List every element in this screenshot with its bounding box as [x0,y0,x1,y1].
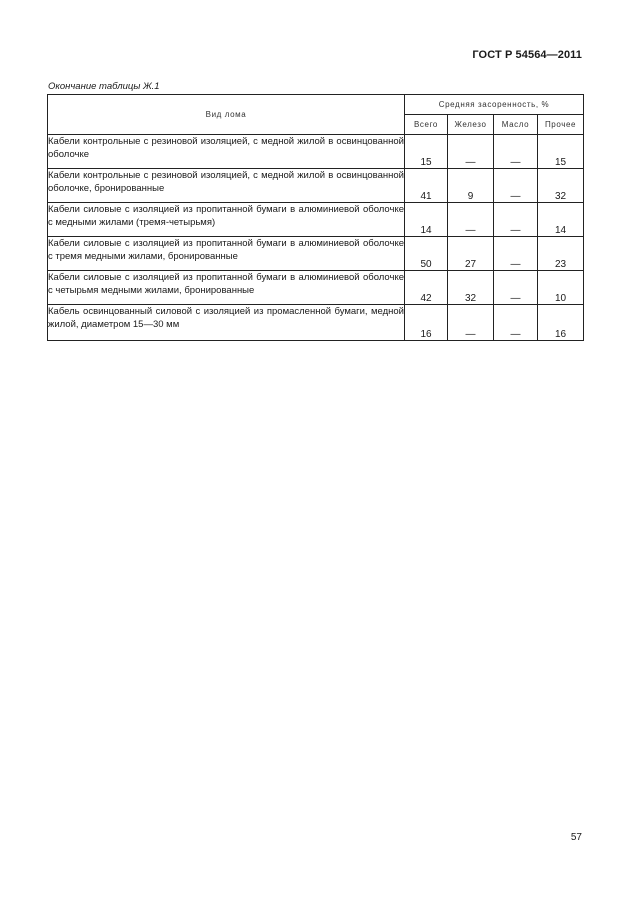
other-cell: 32 [538,169,584,203]
scrap-type-cell: Кабели силовые с изоляцией из пропитанной бумаги в алюминиевой оболочке с медными жилами (тремя-четырьмя) [48,203,405,237]
scrap-type-cell: Кабели контрольные с резиновой изоляцией, с медной жилой в освинцованной оболочке [48,135,405,169]
iron-cell: 9 [448,169,494,203]
scrap-type-cell: Кабели силовые с изоляцией из пропитанной бумаги в алюминиевой оболочке с четырьмя медными жилами, бронированные [48,271,405,305]
other-cell: 14 [538,203,584,237]
column-header-oil: Масло [494,115,538,135]
total-cell: 50 [405,237,448,271]
iron-cell: — [448,305,494,341]
table-row [48,135,584,169]
total-cell: 15 [405,135,448,169]
other-cell: 23 [538,237,584,271]
column-header-scrap-type: Вид лома [48,95,405,135]
other-cell: 10 [538,271,584,305]
table-row [48,271,584,305]
total-cell: 14 [405,203,448,237]
table-caption: Окончание таблицы Ж.1 [48,81,160,92]
total-cell: 16 [405,305,448,341]
other-cell: 15 [538,135,584,169]
iron-cell: 27 [448,237,494,271]
iron-cell: — [448,135,494,169]
iron-cell: — [448,203,494,237]
other-cell: 16 [538,305,584,341]
oil-cell: — [494,203,538,237]
page-number: 57 [570,832,582,843]
column-header-total: Всего [405,115,448,135]
table-row [48,169,584,203]
scrap-type-cell: Кабели силовые с изоляцией из пропитанной бумаги в алюминиевой оболочке с тремя медными жилами, бронированные [48,237,405,271]
total-cell: 41 [405,169,448,203]
oil-cell: — [494,169,538,203]
column-header-other: Прочее [538,115,584,135]
oil-cell: — [494,135,538,169]
column-header-iron: Железо [448,115,494,135]
scrap-contamination-table [47,94,584,341]
table-row [48,203,584,237]
total-cell: 42 [405,271,448,305]
table-row [48,237,584,271]
oil-cell: — [494,237,538,271]
iron-cell: 32 [448,271,494,305]
oil-cell: — [494,271,538,305]
document-code: ГОСТ Р 54564—2011 [472,49,582,61]
table-row [48,305,584,341]
oil-cell: — [494,305,538,341]
scrap-type-cell: Кабели контрольные с резиновой изоляцией, с медной жилой в освинцованной оболочке, бронированные [48,169,405,203]
scrap-type-cell: Кабель освинцованный силовой с изоляцией из промасленной бумаги, медной жилой, диаметром 15—30 мм [48,305,405,341]
column-group-header-contamination: Средняя засоренность, % [405,95,584,115]
